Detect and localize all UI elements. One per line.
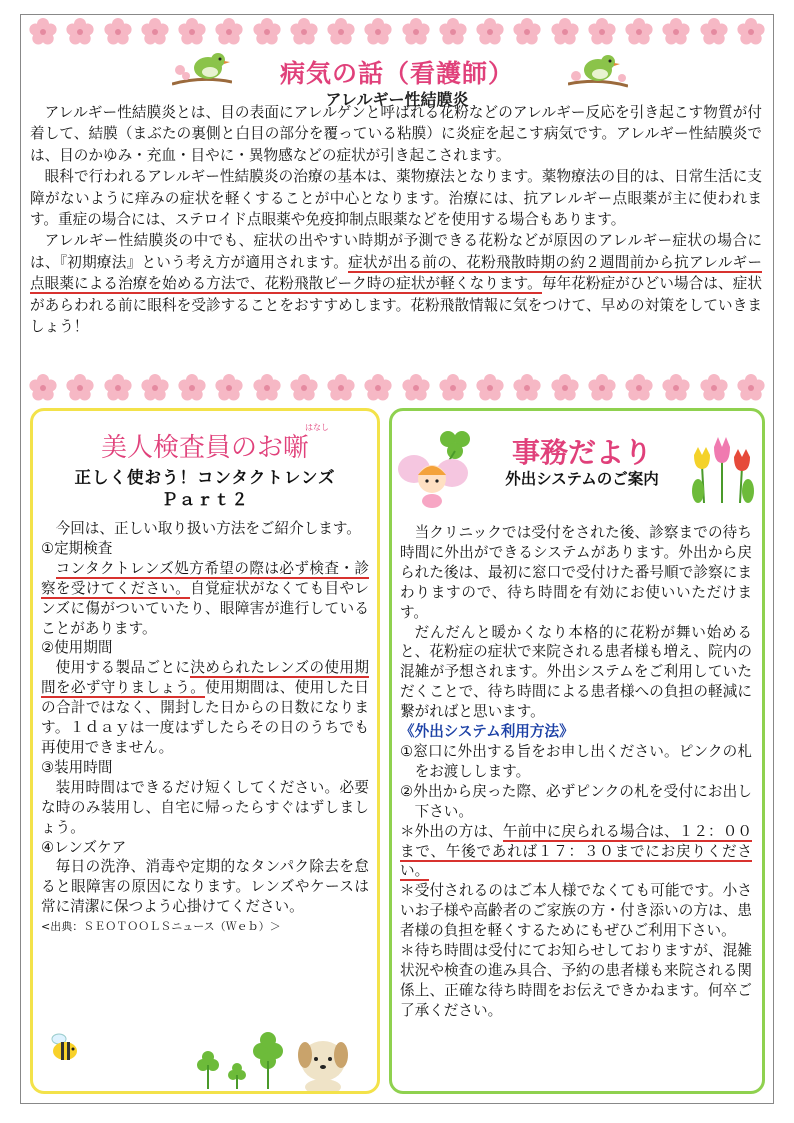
paragraph [41,658,369,758]
underlined-text: 症状が出る前の、花粉飛散時期の約２週間前から抗アレルギー点眼薬による治療を始める方法で、花粉飛散ピーク時の症状が軽くなります。 [30,253,762,293]
plum-flower-icon [401,17,431,47]
plum-flower-icon [438,373,468,403]
plum-flower-icon [512,17,542,47]
section-heading: ②使用期間 [41,639,113,657]
plum-flower-icon [363,17,393,47]
plum-flower-icon [28,373,58,403]
plum-flower-icon [214,373,244,403]
paragraph [30,230,762,337]
plum-flower-icon [587,373,617,403]
office-news-subtitle: 外出システムのご案内 [505,470,659,488]
subtitle-line: Ｐａｒｔ２ [161,490,249,509]
plum-flower-icon [177,373,207,403]
plum-flower-icon [475,373,505,403]
tulips-icon [688,425,758,505]
plum-flower-icon [140,373,170,403]
paragraph: 毎日の洗浄、消毒や定期的なタンパク除去を怠ると眼障害の原因になります。レンズやケースは常に清潔に保つよう心掛けてください。 [41,858,369,916]
plum-flower-icon [177,17,207,47]
plum-flower-icon [550,17,580,47]
plum-flower-icon [512,373,542,403]
text-span: 使用する製品ごとに [55,659,191,677]
source-citation: <出典：ＳＥＯＴＯＯＬＳニュース（Ｗｅｂ）＞ [41,920,281,934]
underlined-text: コンタクトレンズ処方希望の際は必ず検査・診察を受けてください。 [41,559,369,597]
contact-lens-title: 美人検査員のお噺 [100,433,309,463]
office-news-title: 事務だより [511,436,652,469]
plum-flower-icon [475,17,505,47]
plum-flower-icon [214,17,244,47]
plum-flower-icon [438,17,468,47]
underlined-text: 午前中に戻られる場合は、１２：００まで、午後であれば１７：３０までにお戻りください。 [400,822,752,880]
plum-flower-icon [661,17,691,47]
flower-border-middle [22,370,772,406]
note-item: ＊受付されるのはご本人様でなくても可能です。小さいお子様や高齢者のご家族の方・付き添いの方は、患者様の負担を軽くするためにもぜひご利用下さい。 [400,882,752,940]
plum-flower-icon [736,17,766,47]
plum-flower-icon [65,17,95,47]
paragraph: 眼科で行われるアレルギー性結膜炎の治療の基本は、薬物療法となります。薬物療法の目的は、日常生活に支障がないように痒みの症状を軽くすることが中心となります。治療には、抗アレルギー点眼薬が主に使われます。重症の場合には、ステロイド点眼薬や免疫抑制点眼薬などを使用する場合もあります。 [30,168,762,229]
underlined-text: 決められたレンズの使用期間を必ず守りましょう。 [41,659,369,697]
note-item [400,822,752,882]
paragraph: 今回は、正しい取り扱い方法をご紹介します。 [55,520,361,537]
text-span: 毎年花粉症がひどい場合は、症状があらわれる前に眼科を受診することをおすすめします。花粉飛散情報に気をつけて、早めの対策をしていきましょう！ [30,275,762,336]
plum-flower-icon [65,373,95,403]
plum-flower-icon [326,373,356,403]
flower-border-top [22,14,772,50]
plum-flower-icon [103,373,133,403]
office-news-body [400,523,752,1021]
plum-flower-icon [140,17,170,47]
contact-lens-body [41,519,369,937]
clover-and-puppy-icon [183,1021,363,1091]
plum-flower-icon [289,17,319,47]
plum-flower-icon [624,17,654,47]
paragraph [41,559,369,639]
health-talk-subtitle: アレルギー性結膜炎 [325,90,469,109]
plum-flower-icon [661,373,691,403]
section-heading: ①定期検査 [41,539,113,557]
contact-lens-box [30,408,380,1094]
plum-flower-icon [736,373,766,403]
step-item: ①窓口に外出する旨をお申し出ください。ピンクの札をお渡しします。 [400,742,752,780]
text-span: 自覚症状がなくても目やレンズに傷がついていたり、眼障害が進行していることがあります。 [41,579,369,637]
plum-flower-icon [252,373,282,403]
plum-flower-icon [699,373,729,403]
furigana: はなし [305,423,329,432]
plum-flower-icon [587,17,617,47]
method-heading: 《外出システム利用方法》 [400,723,574,741]
section-heading: ④レンズケア [41,838,127,856]
bee-icon [45,1029,81,1065]
plum-flower-icon [624,373,654,403]
office-news-box [389,408,765,1094]
plum-flower-icon [252,17,282,47]
paragraph: アレルギー性結膜炎とは、目の表面にアレルゲンと呼ばれる花粉などのアレルギー反応を引き起こす物質が付着して、結膜（まぶたの裏側と白目の部分を覆っている粘膜）に炎症を起こす病気です。アレルギー性結膜炎では、目のかゆみ・充血・目やに・異物感などの症状が引き起こされます。 [30,104,762,164]
health-talk-section [24,54,770,372]
note-item: ＊待ち時間は受付にてお知らせしておりますが、混雑状況や検査の進み具合、予約の患者様も来院される関係上、正確な待ち時間をお伝えできかねます。何卒ご了承ください。 [400,942,752,1019]
plum-flower-icon [103,17,133,47]
text-span: ＊外出の方は、 [400,822,503,840]
health-talk-title: 病気の話（看護師） [279,59,514,88]
paragraph: だんだんと暖かくなり本格的に花粉が舞い始めると、花粉症の症状で来院される患者様も増え、院内の混雑が予想されます。外出システムをご利用していただくことで、待ち時間による患者様への負担の軽減に繋がればと思います。 [400,623,752,721]
step-item: ②外出から戻った際、必ずピンクの札を受付にお出し下さい。 [400,782,752,820]
health-talk-body [30,102,762,337]
plum-flower-icon [699,17,729,47]
clover-fairy-icon [394,429,480,509]
section-heading: ③装用時間 [41,758,113,776]
contact-lens-subtitle [33,467,377,511]
paragraph: 装用時間はできるだけ短くしてください。必要な時のみ装用し、自宅に帰ったらすぐはずしましょう。 [41,778,369,836]
plum-flower-icon [289,373,319,403]
plum-flower-icon [363,373,393,403]
plum-flower-icon [550,373,580,403]
text-span: 使用期間は、使用した日の合計ではなく、開封した日からの日数になります。１ｄａｙは一度はずしたらその日のうちでも再使用できません。 [41,679,369,756]
subtitle-line: 正しく使おう！コンタクトレンズ [74,468,336,487]
plum-flower-icon [401,373,431,403]
paragraph: 当クリニックでは受付をされた後、診察までの待ち時間に外出ができるシステムがあります。外出から戻られた後は、最初に窓口で受付けた番号順で診察にまわりますので、待ち時間を有効にお使いいただけます。 [400,524,752,621]
plum-flower-icon [326,17,356,47]
text-span: アレルギー性結膜炎の中でも、症状の出やすい時期が予測できる花粉などが原因のアレルギー症状の場合には、『初期療法』という考え方が適用されます。 [30,232,762,271]
plum-flower-icon [28,17,58,47]
